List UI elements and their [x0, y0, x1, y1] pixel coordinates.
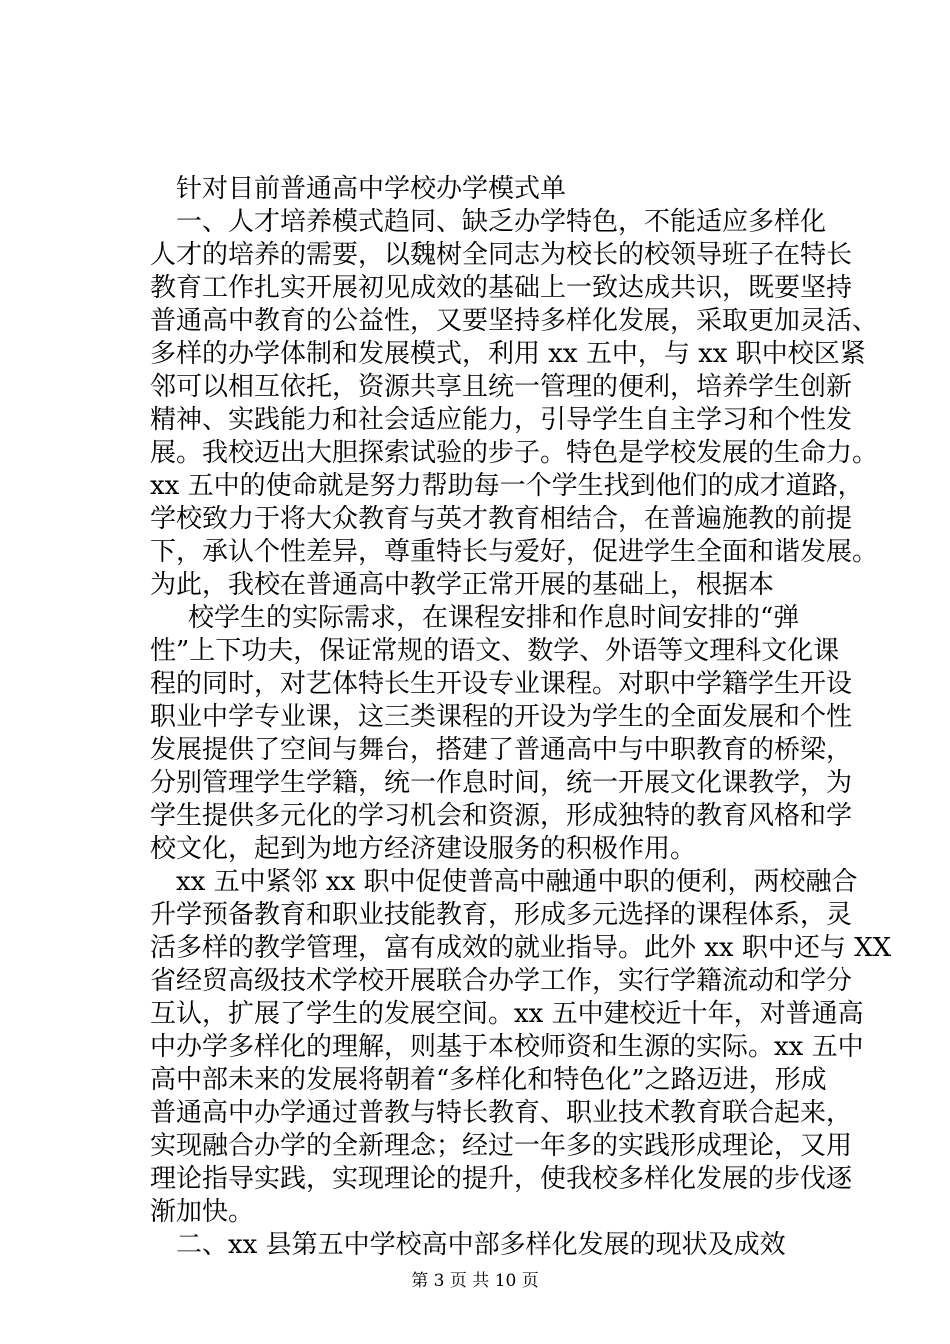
- text-line: 实现融合办学的全新理念；经过一年多的实践形成理论，又用: [150, 1131, 853, 1161]
- text-line: xx 五中紧邻 xx 职中促使普高中融通中职的便利，两校融合: [176, 867, 858, 897]
- text-line: 学生提供多元化的学习机会和资源，形成独特的教育风格和学: [150, 801, 853, 831]
- page-number-footer: 第 3 页 共 10 页: [411, 1271, 539, 1291]
- text-line: 发展提供了空间与舞台，搭建了普通高中与中职教育的桥梁，: [150, 735, 853, 765]
- text-line: 中办学多样化的理解，则基于本校师资和生源的实际。xx 五中: [150, 1032, 864, 1062]
- text-line: 为此，我校在普通高中教学正常开展的基础上，根据本: [150, 570, 775, 600]
- text-line: xx 五中的使命就是努力帮助每一个学生找到他们的成才道路，: [150, 471, 864, 501]
- text-line: 二、xx 县第五中学校高中部多样化发展的现状及成效: [176, 1230, 786, 1260]
- text-line: 程的同时，对艺体特长生开设专业课程。对职中学籍学生开设: [150, 669, 853, 699]
- text-line: 理论指导实践，实现理论的提升，使我校多样化发展的步伐逐: [150, 1164, 853, 1194]
- text-line: 活多样的教学管理，富有成效的就业指导。此外 xx 职中还与 XX: [150, 933, 892, 963]
- text-line: 教育工作扎实开展初见成效的基础上一致达成共识，既要坚持: [150, 273, 853, 303]
- text-line: 升学预备教育和职业技能教育，形成多元选择的课程体系，灵: [150, 900, 853, 930]
- text-line: 一、人才培养模式趋同、缺乏办学特色，不能适应多样化: [176, 207, 827, 237]
- text-line: 邻可以相互依托，资源共享且统一管理的便利，培养学生创新: [150, 372, 853, 402]
- text-line: 互认，扩展了学生的发展空间。xx 五中建校近十年，对普通高: [150, 999, 864, 1029]
- text-line: 高中部未来的发展将朝着“多样化和特色化”之路迈进，形成: [150, 1065, 827, 1095]
- text-line: 多样的办学体制和发展模式，利用 xx 五中，与 xx 职中校区紧: [150, 339, 866, 369]
- text-line: 校文化，起到为地方经济建设服务的积极作用。: [150, 834, 697, 864]
- text-line: 精神、实践能力和社会适应能力，引导学生自主学习和个性发: [150, 405, 853, 435]
- text-line: 针对目前普通高中学校办学模式单: [176, 174, 567, 204]
- text-line: 展。我校迈出大胆探索试验的步子。特色是学校发展的生命力。: [150, 438, 879, 468]
- text-line: 普通高中教育的公益性，又要坚持多样化发展，采取更加灵活、: [150, 306, 879, 336]
- text-line: 省经贸高级技术学校开展联合办学工作，实行学籍流动和学分: [150, 966, 853, 996]
- text-line: 人才的培养的需要，以魏树全同志为校长的校领导班子在特长: [150, 240, 853, 270]
- text-line: 分别管理学生学籍，统一作息时间，统一开展文化课教学，为: [150, 768, 853, 798]
- text-line: 渐加快。: [150, 1197, 255, 1227]
- text-line: 校学生的实际需求，在课程安排和作息时间安排的“弹: [188, 603, 800, 633]
- text-line: 学校致力于将大众教育与英才教育相结合，在普遍施教的前提: [150, 504, 853, 534]
- text-line: 职业中学专业课，这三类课程的开设为学生的全面发展和个性: [150, 702, 853, 732]
- text-line: 下，承认个性差异，尊重特长与爱好，促进学生全面和谐发展。: [150, 537, 879, 567]
- text-line: 普通高中办学通过普教与特长教育、职业技术教育联合起来，: [150, 1098, 853, 1128]
- text-line: 性”上下功夫，保证常规的语文、数学、外语等文理科文化课: [150, 636, 840, 666]
